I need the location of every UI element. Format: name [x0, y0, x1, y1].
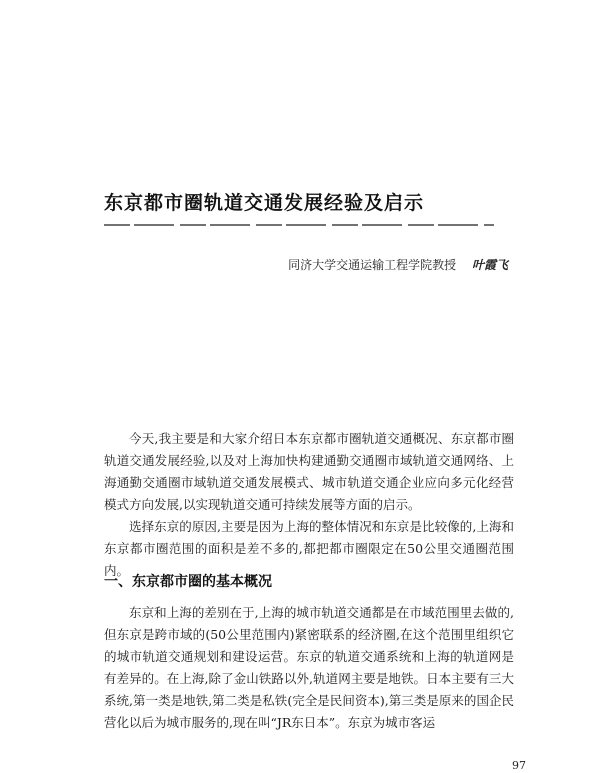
- byline: [288, 256, 508, 273]
- author-name: 叶霞飞: [471, 258, 508, 272]
- body-paragraph: 选择东京的原因,主要是因为上海的整体情况和东京是比较像的,上海和东京都市圈范围的面积是差不多的,都把都市圈限定在50公里交通圈范围内。: [104, 519, 514, 578]
- body-paragraph: 今天,我主要是和大家介绍日本东京都市圈轨道交通概况、东京都市圈轨道交通发展经验,以及对上海加快构建通勤交通圈市域轨道交通网络、上海通勤交通圈市域轨道交通发展模式、城市轨道交通企业应向多元化经营模式方向发展,以实现轨道交通可持续发展等方面的启示。: [104, 431, 514, 512]
- title-underline: [104, 224, 494, 226]
- section-paragraph: 东京和上海的差别在于,上海的城市轨道交通都是在市域范围里去做的,但东京是跨市域的(50公里范围内)紧密联系的经济圈,在这个范围里组织它的城市轨道交通规划和建设运营。东京的轨道交通系统和上海的轨道网是有差异的。在上海,除了金山铁路以外,轨道网主要是地铁。日本主要有三大系统,第一类是地铁,第二类是私铁(完全是民间资本),第三类是原来的国企民营化以后为城市服务的,现在叫“JR东日本”。东京为城市客运: [104, 605, 514, 730]
- section-heading: 一、东京都市圈的基本概况: [104, 574, 272, 590]
- page-number: 97: [512, 759, 526, 772]
- author-affiliation: 同济大学交通运输工程学院教授: [288, 258, 457, 272]
- article-title: 东京都市圈轨道交通发展经验及启示: [104, 192, 425, 214]
